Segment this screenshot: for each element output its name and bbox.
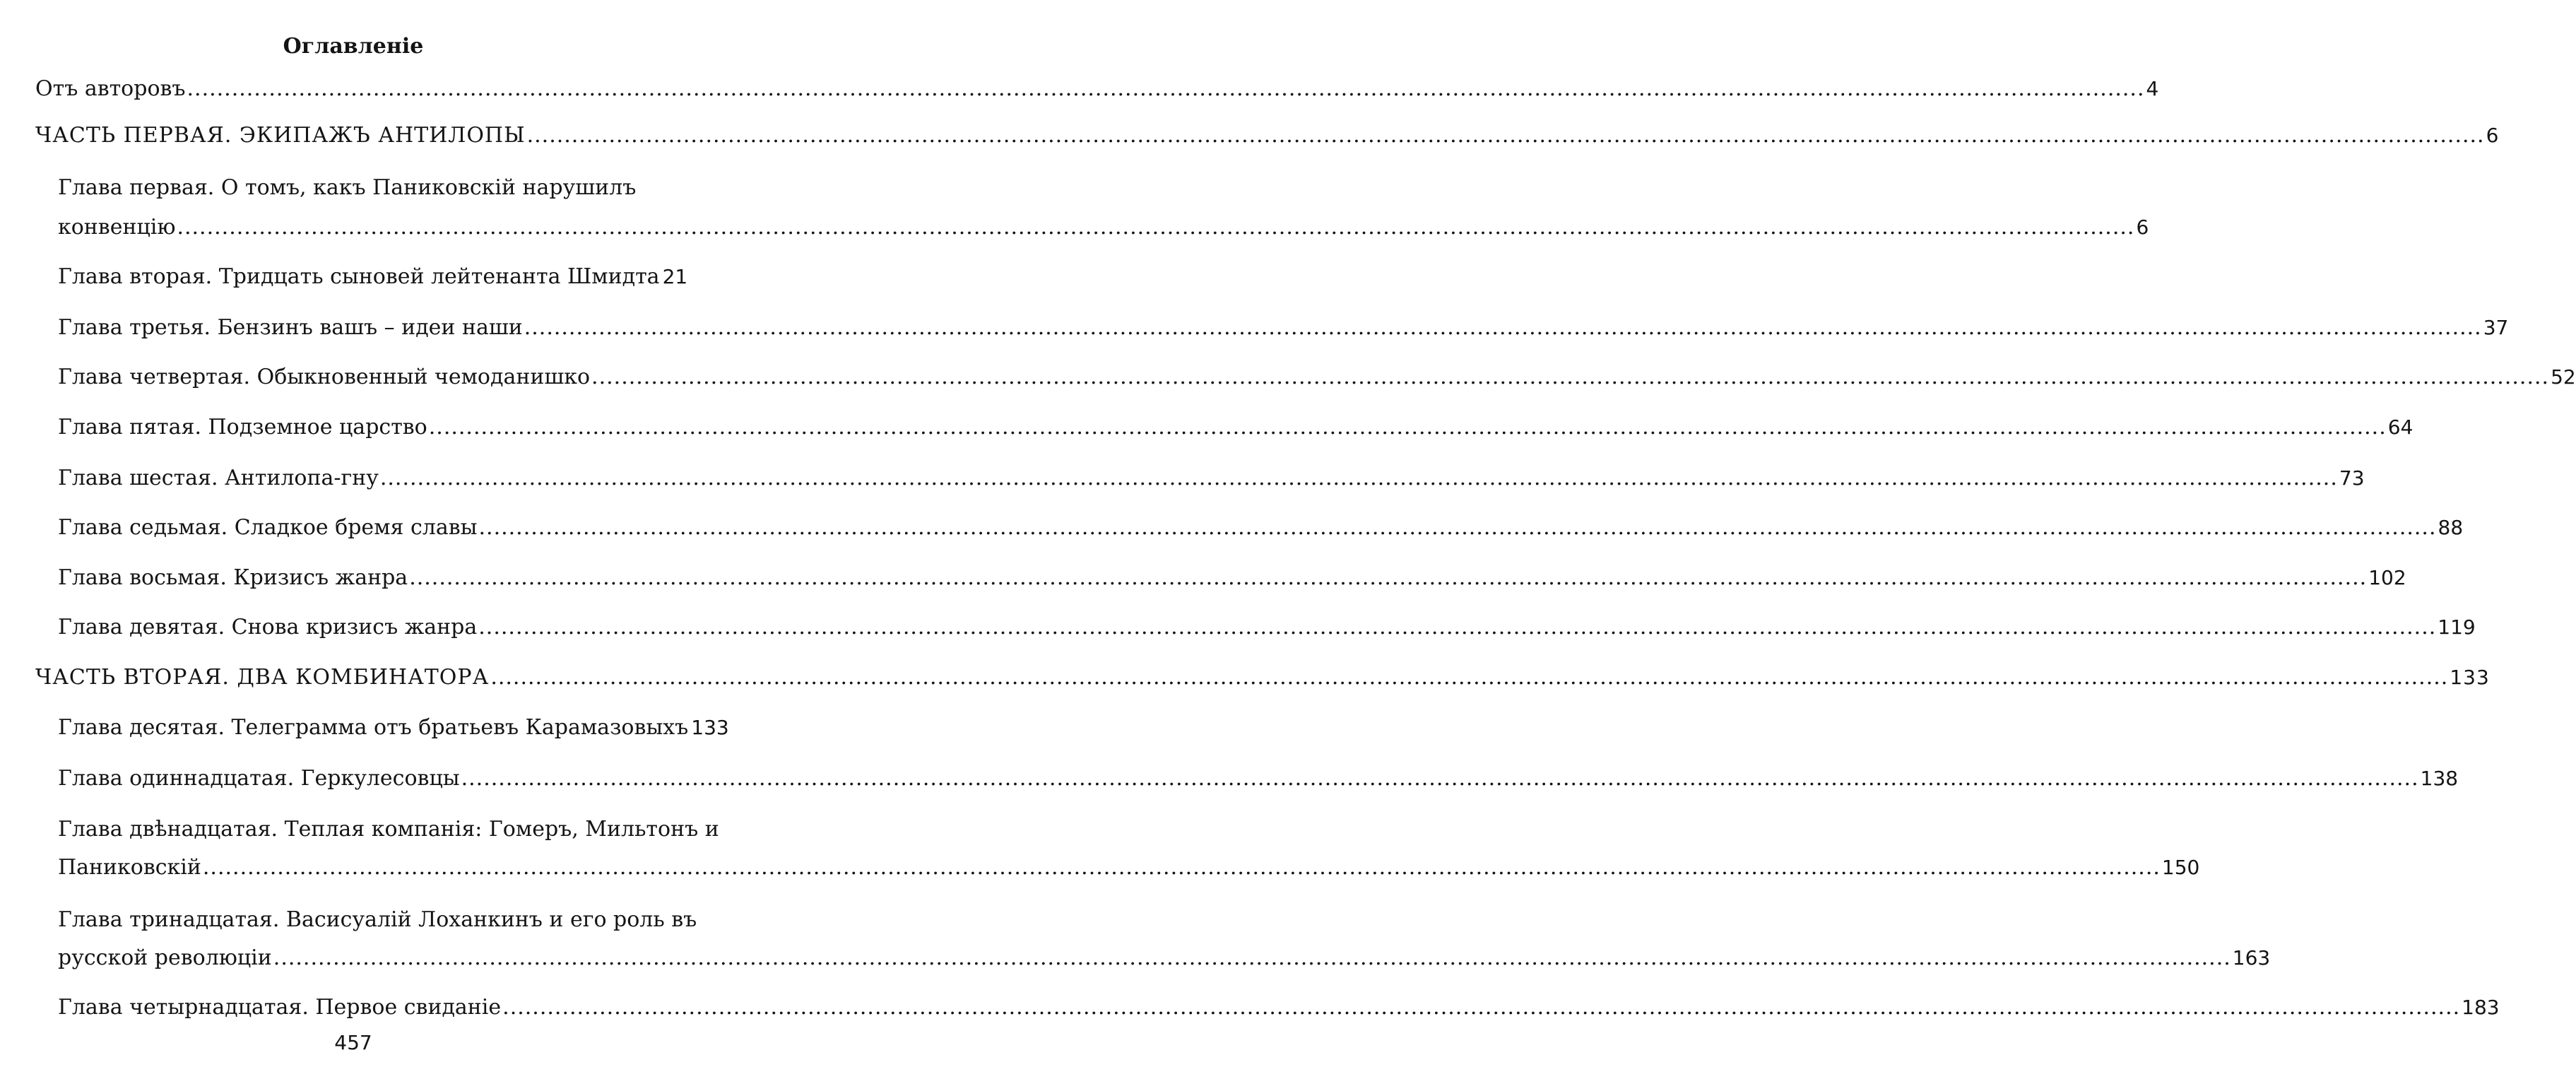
toc-entry-label: Паниковскій [58, 855, 201, 880]
toc-entry-label: Глава вторая. Тридцать сыновей лейтенанта Шмидта [58, 264, 660, 289]
toc-entry-chapter-2[interactable] [58, 260, 688, 294]
toc-entry-label: Глава четырнадцатая. Первое свиданіе [58, 995, 502, 1020]
toc-entry-label: Глава одиннадцатая. Геркулесовцы [58, 766, 460, 791]
toc-leader-dots [478, 611, 2436, 644]
toc-leader-dots [273, 941, 2231, 975]
toc-entry-label: Глава третья. Бензинъ вашъ – идеи наши [58, 315, 523, 340]
toc-entry-chapter-8[interactable] [58, 561, 2406, 595]
toc-leader-dots [380, 461, 2338, 495]
toc-entry-page: 119 [2438, 615, 2476, 639]
toc-entry-page: 64 [2387, 415, 2413, 439]
toc-entry-page: 183 [2462, 996, 2500, 1019]
toc-leader-dots [527, 119, 2485, 153]
toc-entry-part-one[interactable] [35, 119, 2500, 153]
toc-entry-label: Глава пятая. Подземное царство [58, 415, 427, 440]
toc-entry-chapter-4[interactable] [58, 360, 2576, 394]
toc-entry-label: Глава десятая. Телеграмма отъ братьевъ Карамазовыхъ [58, 715, 689, 740]
toc-entry-label: ЧАСТЬ ПЕРВАЯ. ЭКИПАЖЪ АНТИЛОПЫ [35, 123, 526, 148]
toc-entry-preface[interactable] [35, 72, 2159, 106]
toc-leader-dots [591, 360, 2549, 394]
toc-leader-dots [490, 661, 2448, 695]
toc-entry-label: русской революціи [58, 945, 272, 970]
toc-entry-label: Глава восьмая. Кризисъ жанра [58, 565, 408, 590]
toc-entry-chapter-13-line1[interactable]: Глава тринадцатая. Васисуалій Лоханкинъ и его роль въ [58, 907, 697, 932]
toc-entry-part-two[interactable] [35, 661, 2490, 695]
toc-entry-chapter-7[interactable] [58, 511, 2464, 545]
toc-entry-page: 6 [2136, 216, 2149, 239]
toc-leader-dots [524, 311, 2482, 345]
page-number: 457 [334, 1031, 372, 1054]
toc-entry-page: 133 [691, 716, 729, 739]
toc-entry-label: Глава шестая. Антилопа-гну [58, 466, 379, 490]
toc-entry-page: 73 [2339, 466, 2365, 490]
toc-entry-page: 88 [2438, 516, 2464, 539]
toc-entry-page: 150 [2161, 856, 2200, 879]
toc-entry-label: Отъ авторовъ [35, 76, 186, 101]
toc-entry-label: ЧАСТЬ ВТОРАЯ. ДВА КОМБИНАТОРА [35, 665, 490, 690]
toc-leader-dots [187, 72, 2145, 106]
toc-entry-chapter-11[interactable] [58, 762, 2459, 796]
toc-leader-dots [502, 991, 2460, 1025]
toc-entry-page: 163 [2232, 946, 2271, 969]
toc-entry-chapter-10[interactable] [58, 711, 729, 745]
toc-leader-dots [461, 762, 2419, 796]
toc-entry-chapter-6[interactable] [58, 461, 2365, 495]
toc-entry-chapter-13[interactable] [58, 941, 2271, 975]
toc-entry-chapter-3[interactable] [58, 311, 2509, 345]
toc-leader-dots [177, 211, 2134, 244]
toc-entry-label: Глава седьмая. Сладкое бремя славы [58, 515, 478, 540]
toc-entry-label: конвенцію [58, 215, 176, 240]
toc-entry-page: 21 [662, 265, 688, 288]
toc-entry-label: Глава четвертая. Обыкновенный чемоданишко [58, 365, 591, 389]
toc-leader-dots [409, 561, 2367, 595]
toc-entry-page: 4 [2146, 77, 2159, 100]
toc-entry-chapter-12-line1[interactable]: Глава двѣнадцатая. Теплая компанія: Гомеръ, Мильтонъ и [58, 817, 719, 842]
toc-entry-page: 37 [2483, 316, 2509, 339]
toc-entry-page: 133 [2450, 666, 2490, 689]
toc-leader-dots [429, 411, 2387, 444]
toc-entry-chapter-12[interactable] [58, 851, 2200, 885]
toc-leader-dots [479, 511, 2437, 545]
toc-leader-dots [203, 851, 2161, 885]
toc-entry-chapter-1-line1[interactable]: Глава первая. О томъ, какъ Паниковскій нарушилъ [58, 175, 637, 200]
toc-entry-page: 6 [2486, 124, 2500, 147]
toc-entry-chapter-5[interactable] [58, 411, 2413, 444]
toc-title: Оглавленіе [283, 34, 424, 59]
toc-entry-label: Глава девятая. Снова кризисъ жанра [58, 615, 478, 639]
toc-entry-page: 138 [2420, 767, 2459, 790]
toc-entry-chapter-9[interactable] [58, 611, 2476, 644]
toc-entry-page: 102 [2368, 566, 2406, 589]
toc-entry-page: 52 [2551, 365, 2576, 389]
toc-entry-chapter-14[interactable] [58, 991, 2500, 1025]
toc-entry-chapter-1[interactable] [58, 211, 2149, 244]
